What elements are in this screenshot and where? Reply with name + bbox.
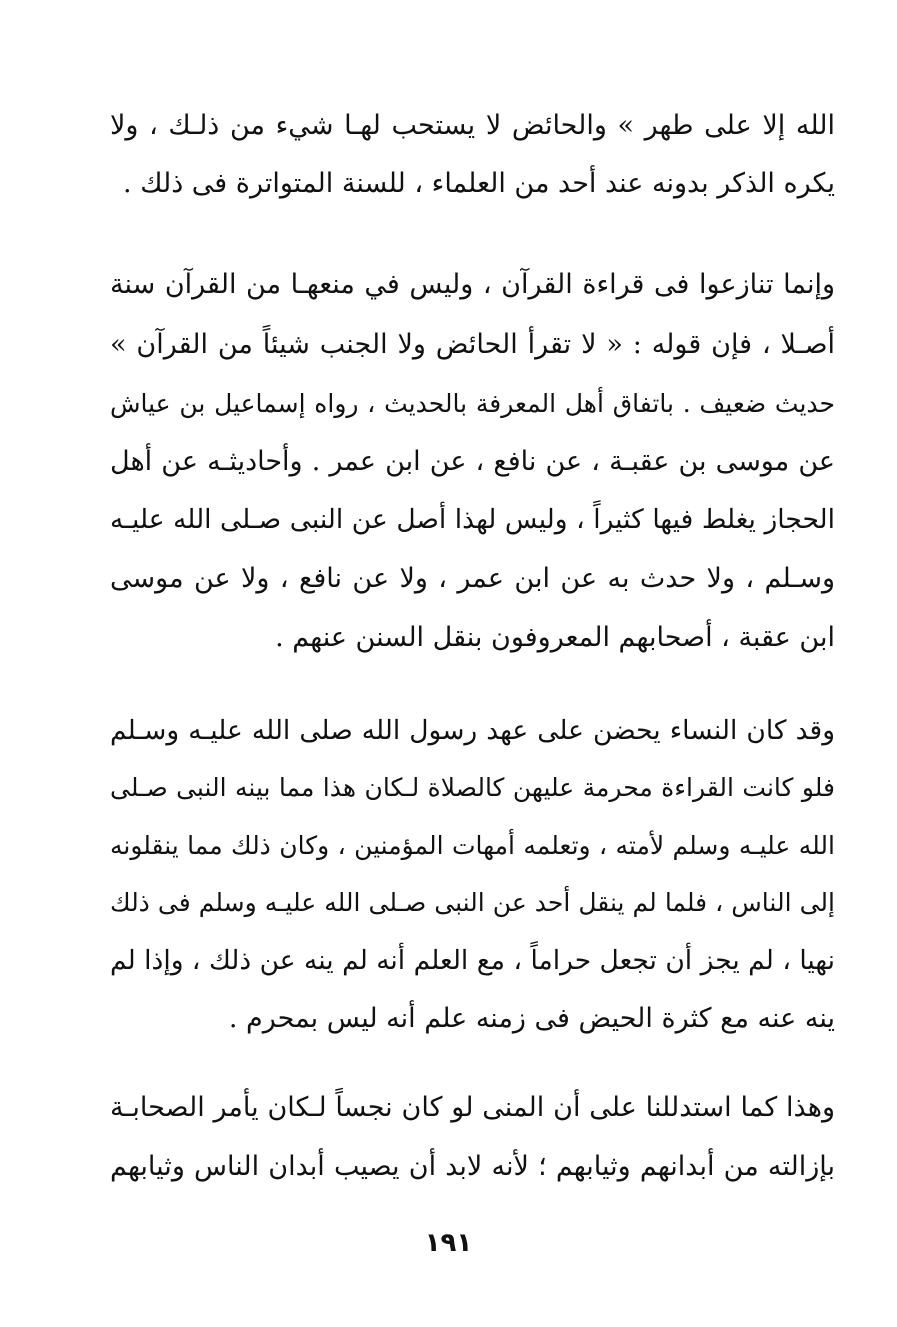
text-line: بإزالته من أبدانهم وثيابهم ؛ لأنه لابد أن يصيب أبدان الناس وثيابهم — [110, 1151, 835, 1182]
text-line: يكره الذكر بدونه عند أحد من العلماء ، للسنة المتواترة فى ذلك . — [123, 168, 835, 199]
text-line: إلى الناس ، فلما لم ينقل أحد عن النبى صـلى الله عليـه وسلم فى ذلك — [110, 888, 835, 917]
text-line: فلو كانت القراءة محرمة عليهن كالصلاة لـكان هذا مما بينه النبى صـلى — [110, 773, 835, 802]
text-line: عن موسى بن عقبـة ، عن نافع ، عن ابن عمر . وأحاديثـه عن أهل — [110, 446, 835, 477]
text-line: ابن عقبة ، أصحابهم المعروفون بنقل السنن عنهم . — [275, 622, 835, 653]
text-line: الله عليـه وسلم لأمته ، وتعلمه أمهات المؤمنين ، وكان ذلك مما ينقلونه — [110, 831, 835, 860]
page-number: ١٩١ — [424, 1228, 473, 1258]
text-line: الله إلا على طهر » والحائض لا يستحب لهـا شيء من ذلـك ، ولا — [110, 110, 835, 141]
text-line: حديث ضعيف . باتفاق أهل المعرفة بالحديث ، رواه إسماعيل بن عياش — [110, 389, 835, 418]
text-line: وهذا كما استدللنا على أن المنى لو كان نجساً لـكان يأمر الصحابـة — [110, 1092, 835, 1123]
text-line: وإنما تنازعوا فى قراءة القرآن ، وليس في منعهـا من القرآن سنة — [110, 269, 835, 300]
text-line: ينه عنه مع كثرة الحيض فى زمنه علم أنه ليس بمحرم . — [228, 1003, 835, 1034]
text-line: وسـلم ، ولا حدث به عن ابن عمر ، ولا عن نافع ، ولا عن موسى — [110, 563, 835, 594]
text-line: أصـلا ، فإن قوله : « لا تقرأ الحائض ولا الجنب شيئاً من القرآن » — [110, 329, 835, 360]
text-line: نهيا ، لم يجز أن تجعل حراماً ، مع العلم أنه لم ينه عن ذلك ، وإذا لم — [110, 945, 835, 976]
text-line: الحجاز يغلط فيها كثيراً ، وليس لهذا أصل عن النبى صـلى الله عليـه — [110, 504, 835, 535]
text-line: وقد كان النساء يحضن على عهد رسول الله صلى الله عليـه وسـلم — [110, 715, 835, 746]
